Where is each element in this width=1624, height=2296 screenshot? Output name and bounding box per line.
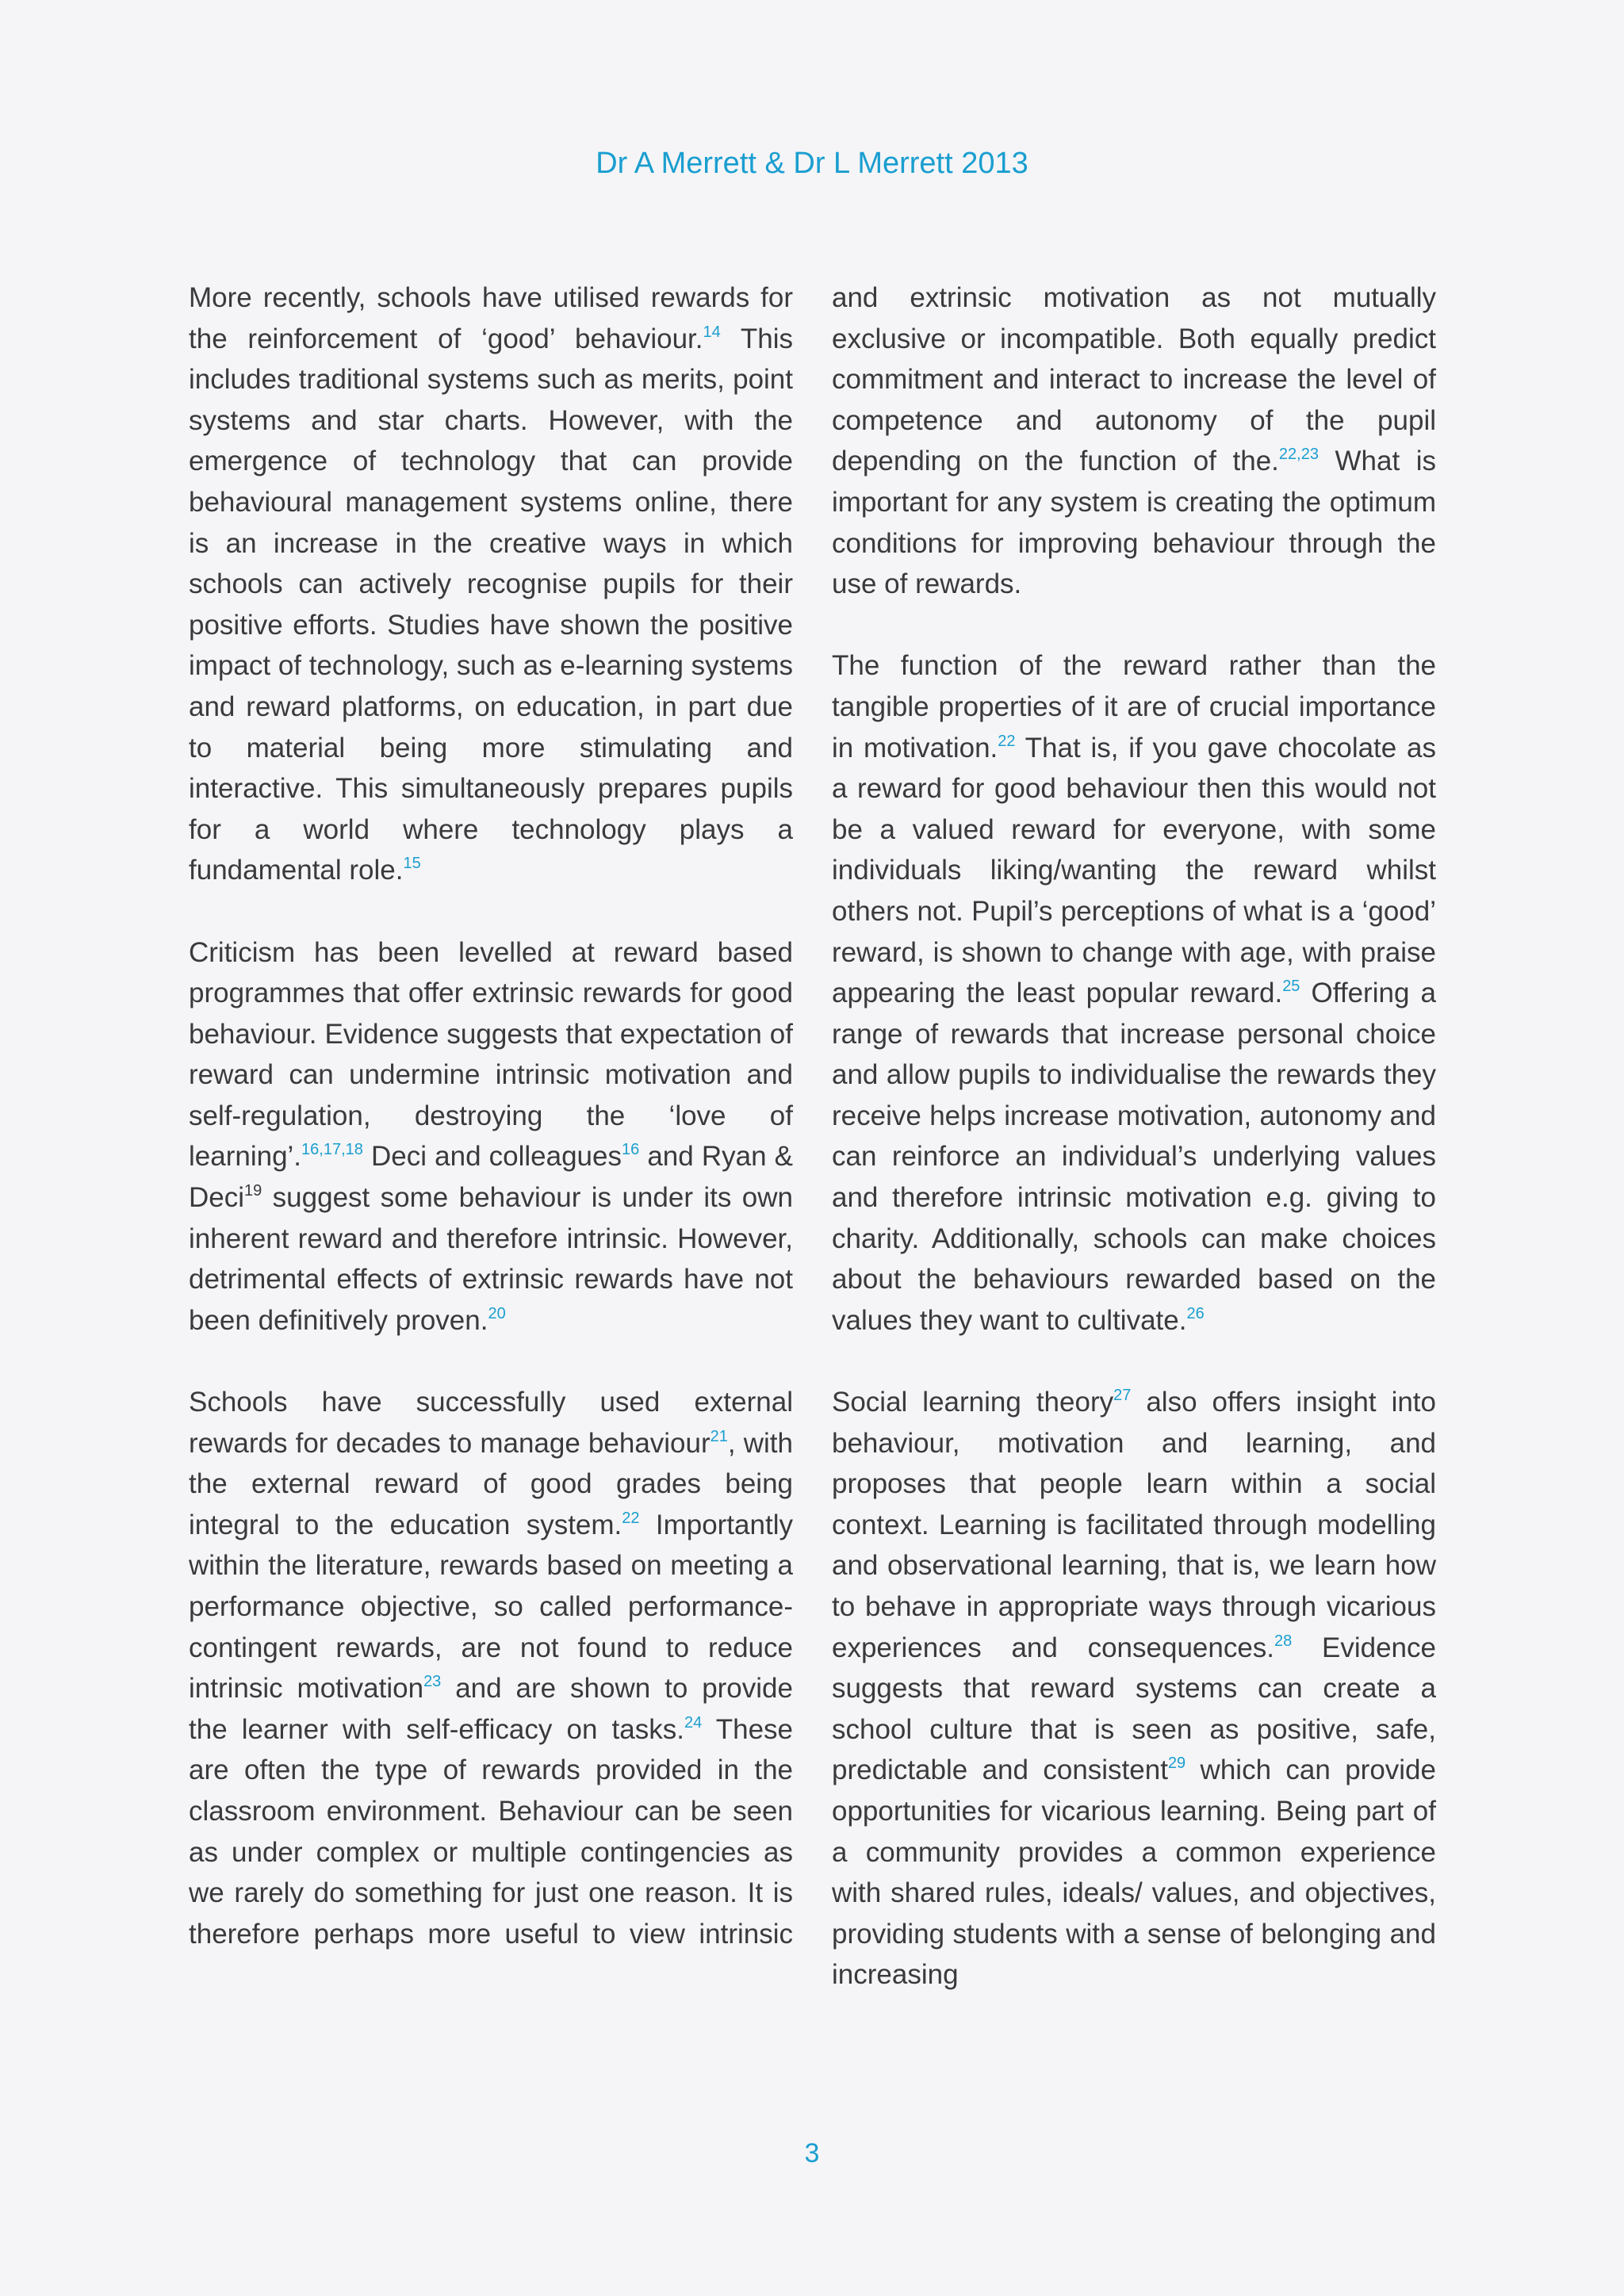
footnote-ref-24: 24	[684, 1713, 703, 1732]
footnote-ref-23: 23	[423, 1673, 442, 1691]
paragraph-text: which can provide opportunities for vicarious learning. Being part of a community provides a common experience with shared rules, ideals/ values, and objectives, providing students with a sense of belonging and increasing	[832, 1755, 1436, 1991]
paragraph-reward-function	[832, 645, 1436, 1341]
paragraph-text: also offers insight into behaviour, motivation and learning, and proposes that people learn within a social context. Learning is facilitated through modelling and observational learning, that is, we learn how to behave in appropriate ways through vicarious experiences and consequences.	[832, 1387, 1436, 1663]
paragraph-text: Social learning theory	[832, 1387, 1114, 1418]
paragraph-text: Criticism has been levelled at reward based programmes that offer extrinsic rewards for good behaviour. Evidence suggests that expectation of reward can undermine intrinsic motivation and self-regulation, destroying the ‘love of learning’.	[189, 936, 793, 1173]
footnote-ref-16: 16	[621, 1141, 640, 1159]
paragraph-text: That is, if you gave chocolate as a reward for good behaviour then this would not be a valued reward for everyone, with some individuals liking/wanting the reward whilst others not. Pupil’s perceptions of what is a ‘good’ reward, is shown to change with age, with praise appearing the least popular reward.	[832, 732, 1436, 1009]
footnote-ref-25: 25	[1282, 978, 1300, 996]
footnote-ref-21: 21	[710, 1427, 728, 1445]
footnote-ref-22: 22	[622, 1509, 640, 1527]
footnote-ref-20: 20	[488, 1304, 506, 1322]
left-column	[189, 277, 793, 1954]
footnote-ref-27: 27	[1113, 1387, 1132, 1405]
paragraph-criticism	[189, 932, 793, 1341]
paragraph-text: suggest some behaviour is under its own inherent reward and therefore intrinsic. However, detrimental effects of extrinsic rewards have not been definitively proven.	[189, 1182, 793, 1336]
paragraph-text: and are shown to provide the learner with self-efficacy on tasks.	[189, 1673, 793, 1745]
footnote-ref-19: 19	[244, 1182, 262, 1200]
paragraph-text: Offering a range of rewards that increase personal choice and allow pupils to individualise the rewards they receive helps increase motivation, autonomy and can reinforce an individual’s underlying values and therefore intrinsic motivation e.g. giving to charity. Additionally, schools can make choices about the behaviours rewarded based on the values they want to cultivate.	[832, 978, 1436, 1336]
paragraph-text: Deci and colleagues	[362, 1141, 622, 1173]
paragraph-text: What is important for any system is creating the optimum conditions for improving behaviour through the use of rewards.	[832, 446, 1436, 600]
paragraph-text: The function of the reward rather than the tangible properties of it are of crucial importance in motivation.	[832, 650, 1436, 763]
footnote-ref-16-17-18: 16,17,18	[301, 1141, 363, 1159]
footnote-ref-14: 14	[703, 323, 721, 341]
paragraph-text: These are often the type of rewards provided in the classroom environment. Behaviour can be seen as under complex or multiple contingencies as we rarely do something for just one reason. It is therefore perhaps more useful to view intrinsic	[189, 1713, 794, 1950]
paragraph-text: , with the external reward of good grades being integral to the education system.	[189, 1427, 793, 1540]
footnote-ref-26: 26	[1186, 1304, 1205, 1322]
paragraph-text: Evidence suggests that reward systems can create a school culture that is seen as positive, safe, predictable and consistent	[832, 1632, 1436, 1786]
running-header: Dr A Merrett & Dr L Merrett 2013	[596, 147, 1028, 180]
paragraph-external-rewards	[189, 1382, 793, 1954]
footnote-ref-28: 28	[1274, 1632, 1293, 1650]
right-column	[832, 277, 1436, 1996]
paragraph-text: Schools have successfully used external rewards for decades to manage behaviour	[189, 1387, 793, 1459]
paragraph-extrinsic-motivation	[832, 277, 1436, 605]
paragraph-rewards-technology	[189, 277, 793, 891]
page-number: 3	[804, 2138, 820, 2168]
paragraph-text: This includes traditional systems such as merits, point systems and star charts. However, with the emergence of technology that can provide behavioural management systems online, there is an increase in the creative ways in which schools can actively recognise pupils for their positive efforts. Studies have shown the positive impact of technology, such as e-learning systems and reward platforms, on education, in part due to material being more stimulating and interactive. This simultaneously prepares pupils for a world where technology plays a fundamental role.	[189, 323, 793, 886]
paragraph-text: More recently, schools have utilised rewards for the reinforcement of ‘good’ behaviour.	[189, 282, 793, 354]
paragraph-text: and Ryan & Deci	[189, 1141, 793, 1214]
footnote-ref-15: 15	[403, 855, 421, 873]
footnote-ref-22: 22	[998, 732, 1016, 750]
footnote-ref-22-23: 22,23	[1278, 446, 1319, 464]
paragraph-social-learning	[832, 1382, 1436, 1996]
paragraph-text: and extrinsic motivation as not mutually exclusive or incompatible. Both equally predict commitment and interact to increase the level of competence and autonomy of the pupil depending on the function of the.	[832, 282, 1436, 477]
footnote-ref-29: 29	[1167, 1755, 1186, 1773]
paragraph-text: Importantly within the literature, rewards based on meeting a performance objective, so called performance-contingent rewards, are not found to reduce intrinsic motivation	[189, 1509, 793, 1705]
